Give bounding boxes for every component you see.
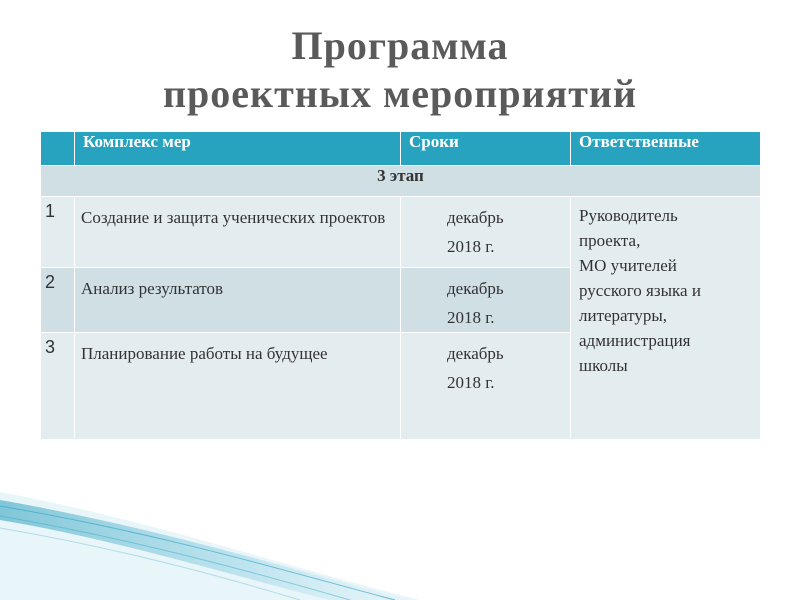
date-year: 2018 г. (447, 237, 495, 256)
header-responsible: Ответственные (571, 132, 761, 166)
responsible-line: МО учителей (579, 256, 677, 275)
title-line-2: проектных мероприятий (163, 71, 637, 116)
header-measures: Комплекс мер (75, 132, 401, 166)
responsible-line: администрация (579, 331, 691, 350)
date-year: 2018 г. (447, 308, 495, 327)
responsible-line: русского языка и (579, 281, 701, 300)
date-month: декабрь (447, 279, 504, 298)
header-dates: Сроки (401, 132, 571, 166)
title-line-1: Программа (291, 23, 509, 68)
stage-label: 3 этап (41, 166, 761, 197)
row-measure: Анализ результатов (75, 268, 401, 333)
date-month: декабрь (447, 344, 504, 363)
row-number: 3 (41, 333, 75, 440)
responsible-line: литературы, (579, 306, 668, 325)
row-measure: Создание и защита ученических проектов (75, 197, 401, 268)
row-number: 1 (41, 197, 75, 268)
row-measure: Планирование работы на будущее (75, 333, 401, 440)
date-month: декабрь (447, 208, 504, 227)
responsible-line: школы (579, 356, 628, 375)
responsible-line: проекта, (579, 231, 641, 250)
date-year: 2018 г. (447, 373, 495, 392)
responsible-line: Руководитель (579, 206, 678, 225)
row-number: 2 (41, 268, 75, 333)
